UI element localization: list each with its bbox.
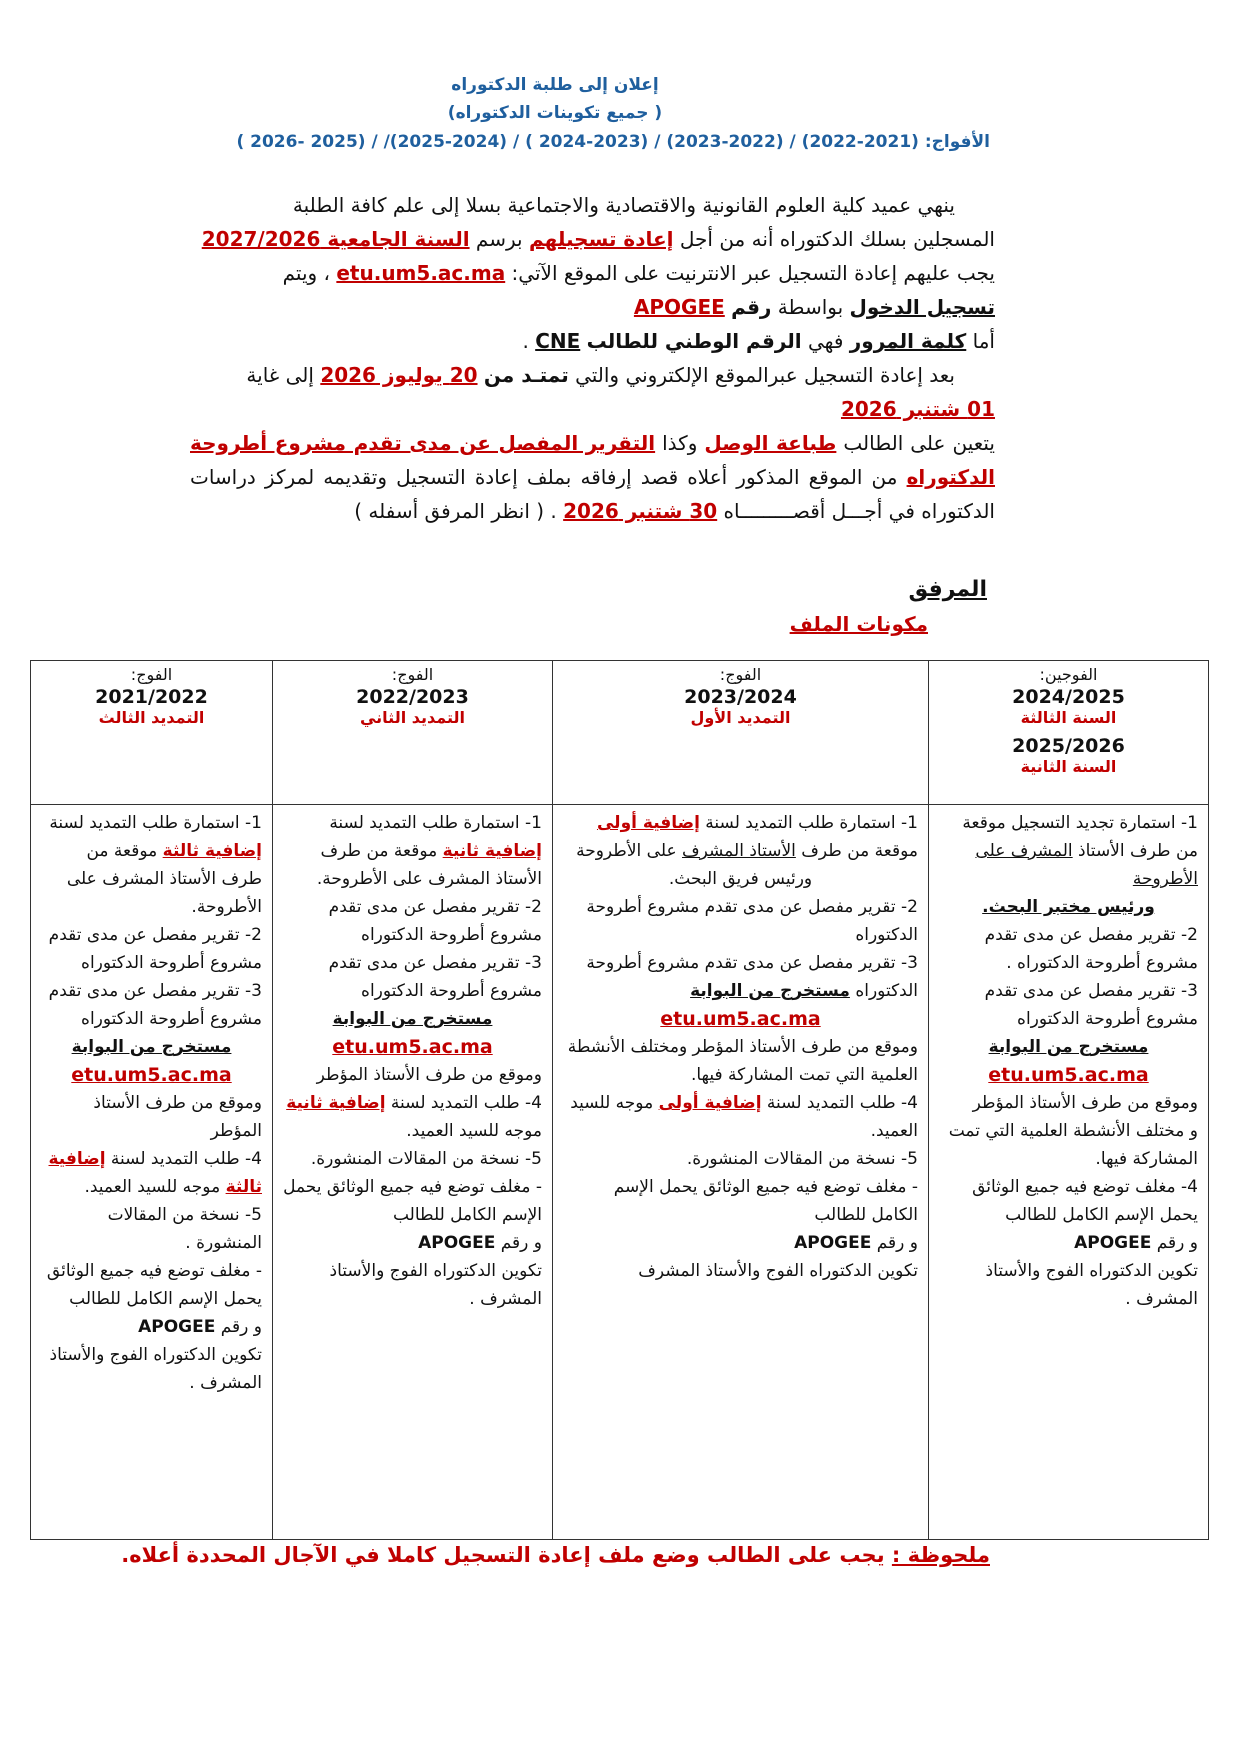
- cohort-status: التمديد الثالث: [98, 708, 205, 727]
- item-text: المشرف على الأطروحة: [975, 841, 1198, 889]
- item-text: 4- طلب التمديد لسنة: [385, 1093, 542, 1113]
- requirements-cell: [929, 805, 1209, 1540]
- item-text: 1- استمارة طلب التمديد لسنة: [329, 813, 542, 833]
- list-item: [939, 1229, 1198, 1257]
- item-text: 4- طلب التمديد لسنة: [761, 1093, 918, 1113]
- cohorts-line: الأفواج: (2021-2022) / (2022-2023) / (2023-2024 ) / (2024-2025)/ / (2025 -2026 ): [236, 132, 990, 152]
- intro-text: يتعين على الطالب: [836, 431, 995, 455]
- list-item: [563, 809, 918, 865]
- deadline-highlight: 30 شتنبر 2026: [563, 499, 718, 523]
- list-item: تكوين الدكتوراه الفوج والأستاذ المشرف: [638, 1261, 918, 1281]
- intro-text: برسم: [469, 227, 529, 251]
- list-item: 5- نسخة من المقالات المنشورة .: [107, 1205, 262, 1253]
- intro-text: ينهي عميد كلية العلوم القانونية والاقتصادية والاجتماعية بسلا إلى علم كافة الطلبة: [292, 193, 955, 217]
- item-text: موقعة من طرف الأستاذ المشرف على الأطروحة.: [66, 841, 262, 917]
- item-highlight: إضافية أولى: [596, 813, 700, 833]
- file-components-heading: مكونات الملف: [789, 612, 928, 636]
- portal-link[interactable]: etu.um5.ac.ma: [71, 1064, 232, 1086]
- intro-text: . ( انظر المرفق أسفله ): [354, 499, 564, 523]
- list-item: وموقع من طرف الأستاذ المؤطر: [93, 1093, 262, 1141]
- column-header-2024-2026: [929, 661, 1209, 805]
- intro-text: .: [522, 329, 536, 353]
- intro-text: تمتـد من: [483, 363, 569, 387]
- list-item: وموقع من طرف الأستاذ المؤطر ومختلف الأنشطة العلمية التي تمت المشاركة فيها.: [567, 1037, 918, 1085]
- item-text: موجه للسيد العميد.: [406, 1121, 542, 1141]
- list-item: 2- تقرير مفصل عن مدى تقدم مشروع أطروحة الدكتوراه: [586, 897, 918, 945]
- cohort-label: الفوج:: [391, 665, 434, 684]
- cohort-status: السنة الثانية: [1020, 757, 1117, 776]
- column-header-2023-2024: [553, 661, 929, 805]
- list-item: [563, 1089, 918, 1145]
- list-item: [41, 1145, 262, 1201]
- list-item: - مغلف توضع فيه جميع الوثائق يحمل الإسم الكامل للطالب: [613, 1177, 918, 1225]
- cohort-year: 2024/2025: [1012, 686, 1125, 708]
- announcement-title: إعلان إلى طلبة الدكتوراه: [451, 75, 659, 95]
- cohort-status: التمديد الثاني: [359, 708, 466, 727]
- item-text: الأستاذ المشرف: [682, 841, 796, 861]
- list-item: 3- تقرير مفصل عن مدى تقدم مشروع أطروحة الدكتوراه: [328, 953, 542, 1001]
- requirements-cell: [553, 805, 929, 1540]
- apogee-label: APOGEE: [1074, 1233, 1152, 1253]
- list-item: و مختلف الأنشطة العلمية التي تمت المشاركة فيها.: [948, 1121, 1198, 1169]
- intro-text: ، ويتم: [282, 261, 337, 285]
- apogee-highlight: APOGEE: [633, 295, 725, 319]
- item-highlight: إضافية ثانية: [286, 1093, 386, 1113]
- intro-text: رقم: [731, 295, 772, 319]
- list-item: مستخرج من البوابة: [332, 1009, 493, 1029]
- column-header-2021-2022: [31, 661, 273, 805]
- cohort-year: 2022/2023: [356, 686, 469, 708]
- start-date-highlight: 20 يوليوز 2026: [320, 363, 478, 387]
- apogee-label: APOGEE: [794, 1233, 872, 1253]
- column-header-2022-2023: [273, 661, 553, 805]
- intro-text: المسجلين بسلك الدكتوراه أنه من أجل: [673, 227, 995, 251]
- item-highlight: إضافية ثانية: [442, 841, 542, 861]
- list-item: تكوين الدكتوراه الفوج والأستاذ المشرف .: [985, 1261, 1198, 1309]
- cohort-status: التمديد الأول: [690, 708, 791, 727]
- list-item: [563, 1229, 918, 1257]
- item-text: موجه للسيد العميد.: [84, 1177, 226, 1197]
- item-text: على الأطروحة: [576, 841, 683, 861]
- cohort-status: السنة الثالثة: [1020, 708, 1117, 727]
- apogee-label: APOGEE: [418, 1233, 496, 1253]
- announcement-subtitle: ( جميع تكوينات الدكتوراه): [447, 103, 663, 123]
- intro-line: [190, 392, 995, 426]
- intro-line: [190, 222, 995, 256]
- cne-label: CNE: [535, 329, 581, 353]
- list-item: 3- تقرير مفصل عن مدى تقدم مشروع أطروحة الدكتوراه: [48, 981, 262, 1029]
- list-item: 3- تقرير مفصل عن مدى تقدم مشروع أطروحة الدكتوراه: [984, 981, 1198, 1029]
- password-label: كلمة المرور: [849, 329, 967, 353]
- list-item: [563, 949, 918, 1005]
- intro-text: أما: [966, 329, 995, 353]
- list-item: 4- مغلف توضع فيه جميع الوثائق يحمل الإسم الكامل للطالب: [972, 1177, 1198, 1225]
- list-item: - مغلف توضع فيه جميع الوثائق يحمل الإسم الكامل للطالب: [46, 1261, 262, 1309]
- login-label: تسجيل الدخول: [849, 295, 995, 319]
- academic-year-highlight: السنة الجامعية 2027/2026: [201, 227, 470, 251]
- item-text: مستخرج من البوابة: [690, 981, 850, 1001]
- end-date-highlight: 01 شتنبر 2026: [840, 397, 995, 421]
- list-item: [41, 1313, 262, 1341]
- list-item: [283, 1089, 542, 1145]
- list-item: مستخرج من البوابة: [71, 1037, 232, 1057]
- list-item: مستخرج من البوابة: [988, 1037, 1149, 1057]
- item-text: 3- تقرير مفصل عن مدى تقدم مشروع أطروحة الدكتوراه: [586, 953, 918, 1001]
- note-label: ملحوظة :: [891, 1543, 990, 1567]
- cohort-label: الفوج:: [719, 665, 762, 684]
- item-text: موقعة من طرف الأستاذ المشرف على الأطروحة.: [316, 841, 542, 889]
- requirements-cell: [273, 805, 553, 1540]
- cohort-year: 2025/2026: [1012, 735, 1125, 757]
- list-item: ورئيس فريق البحث.: [668, 869, 813, 889]
- list-item: 2- تقرير مفصل عن مدى تقدم مشروع أطروحة الدكتوراه .: [984, 925, 1198, 973]
- intro-line: [190, 358, 995, 392]
- list-item: - مغلف توضع فيه جميع الوثائق يحمل الإسم الكامل للطالب: [283, 1177, 542, 1225]
- list-item: [283, 1229, 542, 1257]
- table-header-row: [31, 661, 1209, 805]
- intro-text: من الموقع المذكور أعلاه قصد إرفاقه بملف إعادة التسجيل وتقديمه لمركز دراسات الدكتوراه في أجـــل أقصـــــــــاه: [190, 465, 995, 523]
- footer-note: [121, 1543, 990, 1567]
- item-text: موقعة من طرف: [795, 841, 918, 861]
- list-item: وموقع من طرف الأستاذ المؤطر: [316, 1065, 542, 1085]
- list-item: 2- تقرير مفصل عن مدى تقدم مشروع أطروحة الدكتوراه: [48, 925, 262, 973]
- report-highlight: التقرير المفصل عن مدى تقدم مشروع أطروحة الدكتوراه: [190, 431, 995, 489]
- cohort-year: 2021/2022: [95, 686, 208, 708]
- item-text: موجه للسيد العميد.: [570, 1093, 918, 1141]
- list-item: تكوين الدكتوراه الفوج والأستاذ المشرف .: [329, 1261, 542, 1309]
- intro-text: فهي: [801, 329, 850, 353]
- intro-text: بواسطة: [771, 295, 850, 319]
- intro-line: [190, 188, 995, 222]
- apogee-label: APOGEE: [138, 1317, 216, 1337]
- requirements-cell: [31, 805, 273, 1540]
- intro-text: إلى غاية: [246, 363, 321, 387]
- item-text: و رقم: [1151, 1233, 1198, 1253]
- intro-line: [190, 290, 995, 324]
- portal-link[interactable]: etu.um5.ac.ma: [988, 1064, 1149, 1086]
- item-highlight: إضافية ثالثة: [48, 1149, 262, 1197]
- item-text: 4- طلب التمديد لسنة: [105, 1149, 262, 1169]
- item-text: 1- استمارة طلب التمديد لسنة: [49, 813, 262, 833]
- intro-text: بعد إعادة التسجيل عبرالموقع الإلكتروني والتي: [568, 363, 955, 387]
- list-item: 5- نسخة من المقالات المنشورة.: [686, 1149, 918, 1169]
- list-item: [41, 809, 262, 921]
- cohort-year: 2023/2024: [684, 686, 797, 708]
- item-highlight: إضافية أولى: [658, 1093, 762, 1113]
- list-item: [283, 809, 542, 893]
- intro-text: وكذا: [655, 431, 705, 455]
- list-item: 5- نسخة من المقالات المنشورة.: [310, 1149, 542, 1169]
- requirements-table: [30, 660, 1209, 1540]
- list-item: تكوين الدكتوراه الفوج والأستاذ المشرف .: [49, 1345, 262, 1393]
- portal-link[interactable]: etu.um5.ac.ma: [660, 1008, 821, 1030]
- intro-paragraph: [190, 188, 995, 528]
- list-item: وموقع من طرف الأستاذ المؤطر: [972, 1093, 1198, 1113]
- intro-line: [190, 426, 995, 528]
- reregistration-highlight: إعادة تسجيلهم: [528, 227, 674, 251]
- national-number-label: الرقم الوطني للطالب: [586, 329, 802, 353]
- receipt-highlight: طباعة الوصل: [704, 431, 837, 455]
- intro-text: يجب عليهم إعادة التسجيل عبر الانترنيت على الموقع الآتي:: [505, 261, 995, 285]
- item-text: و رقم: [871, 1233, 918, 1253]
- cohort-label: الفوج:: [130, 665, 173, 684]
- table-body-row: [31, 805, 1209, 1540]
- list-item: [939, 809, 1198, 893]
- intro-line: [190, 256, 995, 290]
- portal-link[interactable]: etu.um5.ac.ma: [332, 1036, 493, 1058]
- intro-line: [190, 324, 995, 358]
- note-text: يجب على الطالب وضع ملف إعادة التسجيل كاملا في الآجال المحددة أعلاه.: [121, 1543, 892, 1567]
- cohort-label: الفوجين:: [1039, 665, 1098, 684]
- list-item: ورئيس مختبر البحث.: [982, 897, 1155, 917]
- list-item: 2- تقرير مفصل عن مدى تقدم مشروع أطروحة الدكتوراه: [328, 897, 542, 945]
- item-text: 1- استمارة طلب التمديد لسنة: [699, 813, 918, 833]
- item-text: 1- استمارة تجديد التسجيل موقعة من طرف الأستاذ: [962, 813, 1198, 861]
- item-text: و رقم: [215, 1317, 262, 1337]
- item-highlight: إضافية ثالثة: [162, 841, 262, 861]
- attachment-heading: المرفق: [908, 577, 987, 602]
- portal-link[interactable]: etu.um5.ac.ma: [336, 261, 506, 285]
- item-text: و رقم: [495, 1233, 542, 1253]
